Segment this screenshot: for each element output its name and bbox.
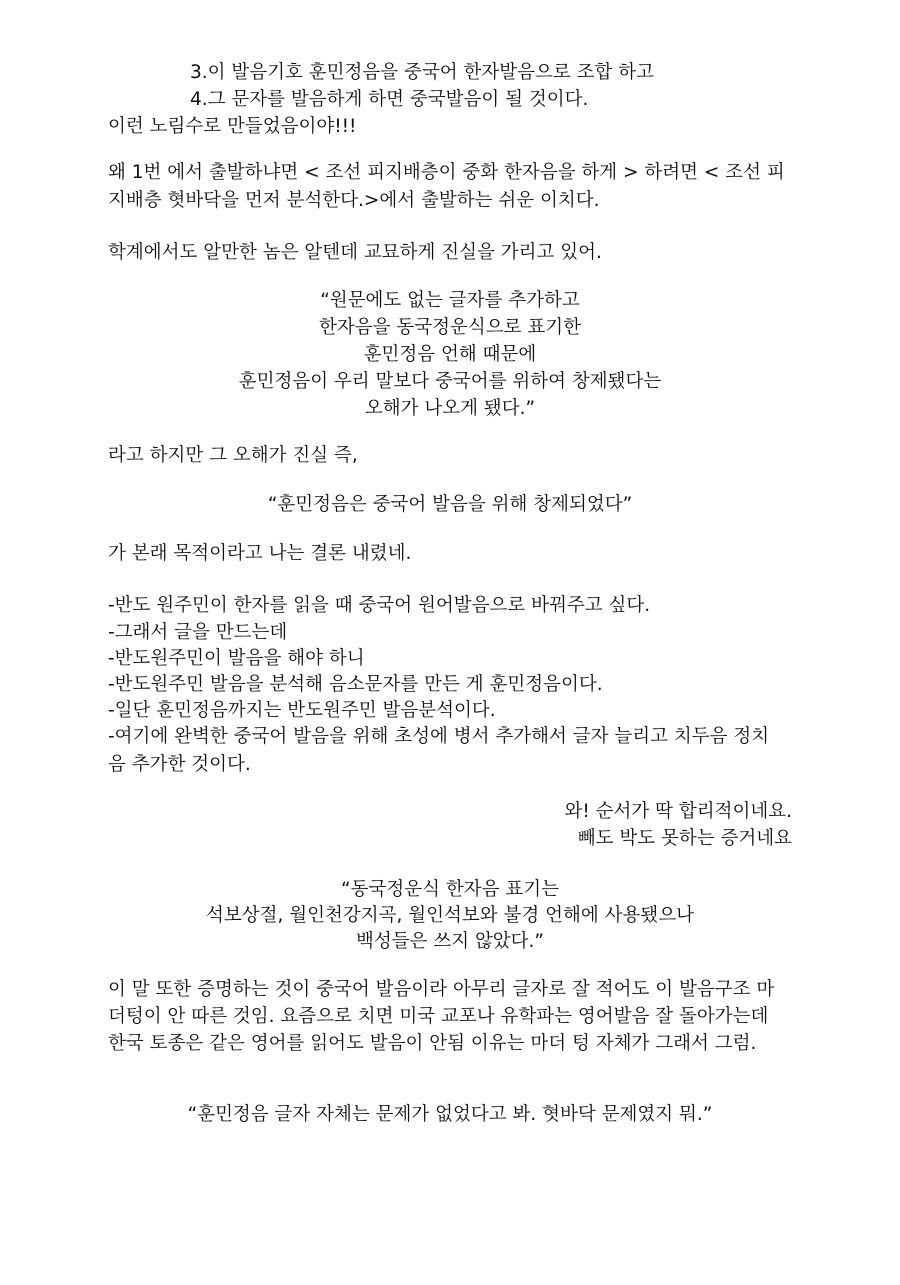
list-item-6-line-2: 음 추가한 것이다.: [108, 754, 251, 775]
intro-conclusion: 이런 노림수로 만들었음이야!!!: [108, 116, 357, 137]
list-item-2: -그래서 글을 만드는데: [108, 622, 288, 643]
list-item-3: -반도원주민이 발음을 해야 하니: [108, 648, 365, 669]
list-item-1: -반도 원주민이 한자를 읽을 때 중국어 원어발음으로 바꿔주고 싶다.: [108, 595, 651, 616]
quote-1-line-2: 한자음을 동국정운식으로 표기한: [319, 317, 581, 338]
list-item-5: -일단 훈민정음까지는 반도원주민 발음분석이다.: [108, 700, 496, 721]
paragraph-1-line-1: 왜 1번 에서 출발하냐면 < 조선 피지배층이 중화 한자음을 하게 > 하려면 < 조선 피: [108, 162, 785, 183]
paragraph-5-line-3: 한국 토종은 같은 영어를 읽어도 발음이 안됨 이유는 마더 텅 자체가 그래서 그럼.: [108, 1033, 757, 1054]
remark-line-1: 와! 순서가 딱 합리적이네요.: [564, 801, 792, 822]
paragraph-1-line-2: 지배층 혓바닥을 먼저 분석한다.>에서 출발하는 쉬운 이치다.: [108, 190, 600, 211]
remark-line-2: 빼도 박도 못하는 증거네요: [577, 828, 792, 849]
quote-2: “훈민정음은 중국어 발음을 위해 창제되었다”: [267, 494, 633, 515]
quote-1-line-3: 훈민정음 언해 때문에: [363, 344, 537, 365]
list-item-4: -반도원주민 발음을 분석해 음소문자를 만든 게 훈민정음이다.: [108, 674, 603, 695]
quote-3-line-3: 백성들은 쓰지 않았다.”: [355, 931, 545, 952]
quote-1-line-5: 오해가 나오게 됐다.”: [364, 398, 536, 419]
quote-4: “훈민정음 글자 자체는 문제가 없었다고 봐. 혓바닥 문제였지 뭐.”: [187, 1104, 713, 1125]
quote-3-line-1: “동국정운식 한자음 표기는: [341, 879, 559, 900]
paragraph-4: 가 본래 목적이라고 나는 결론 내렸네.: [108, 543, 412, 564]
quote-1-line-1: “원문에도 없는 글자를 추가하고: [320, 290, 580, 311]
paragraph-5-line-2: 더텅이 안 따른 것임. 요즘으로 치면 미국 교포나 유학파는 영어발음 잘 돌아가는데: [108, 1006, 769, 1027]
quote-3-line-2: 석보상절, 월인천강지곡, 월인석보와 불경 언해에 사용됐으나: [206, 905, 694, 926]
list-item-6-line-1: -여기에 완벽한 중국어 발음을 위해 초성에 병서 추가해서 글자 늘리고 치두음 정치: [108, 726, 770, 747]
intro-step-3: 3.이 발음기호 훈민정음을 중국어 한자발음으로 조합 하고: [190, 62, 654, 83]
paragraph-5-line-1: 이 말 또한 증명하는 것이 중국어 발음이라 아무리 글자로 잘 적어도 이 발음구조 마: [108, 979, 775, 1000]
paragraph-2: 학계에서도 알만한 놈은 알텐데 교묘하게 진실을 가리고 있어.: [108, 242, 602, 263]
paragraph-3: 라고 하지만 그 오해가 진실 즉,: [108, 445, 358, 466]
quote-1-line-4: 훈민정음이 우리 말보다 중국어를 위하여 창제됐다는: [238, 371, 662, 392]
intro-step-4: 4.그 문자를 발음하게 하면 중국발음이 될 것이다.: [190, 89, 589, 110]
